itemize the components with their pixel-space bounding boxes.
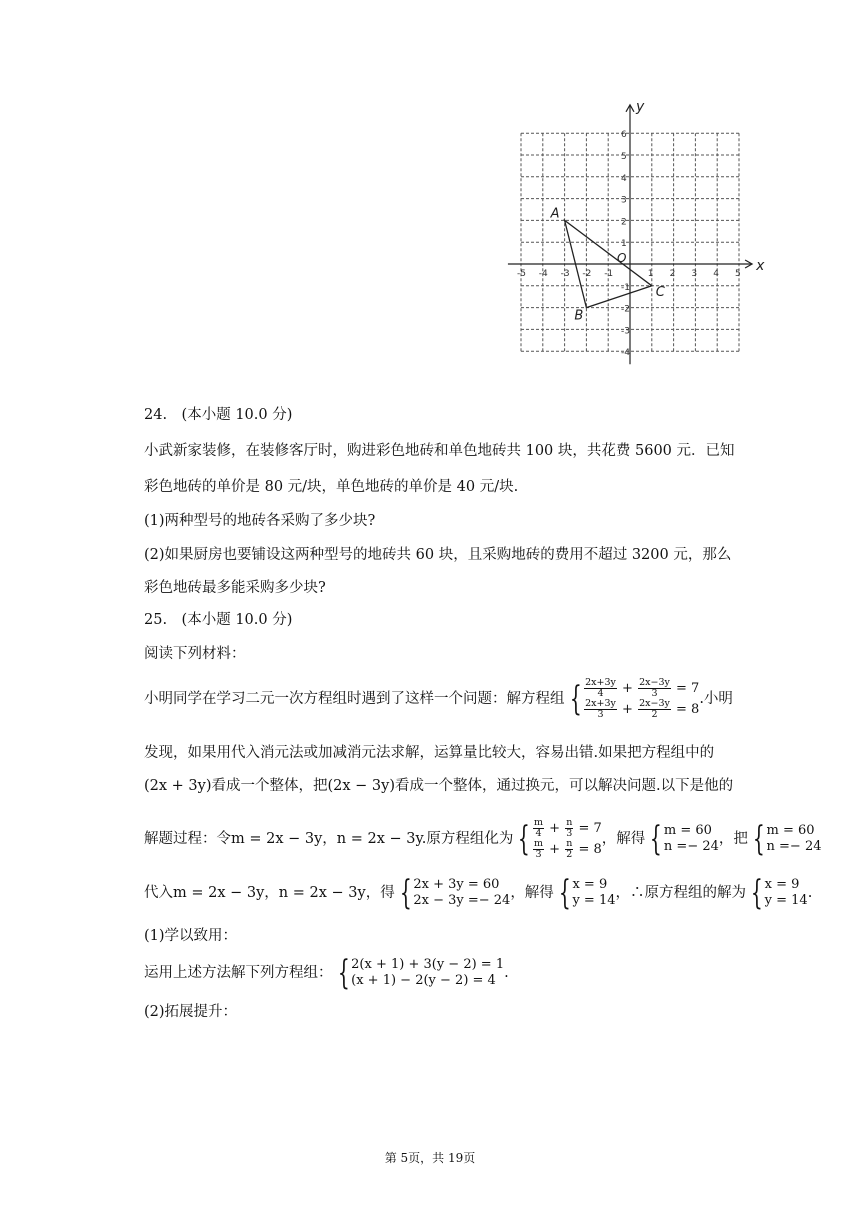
equation-system-original: { $\frac{2x+3y}{4}$ + $\frac{2x-3y}{3}$ = 7 $\frac{2x+3y}{3}$ + $\frac{2x-3y}{2}$ = 8	[569, 677, 700, 720]
x-tick-label: -3	[560, 269, 570, 279]
x-tick-label: 2	[669, 269, 676, 279]
q25-line3: (2x + 3y)看成一个整体，把(2x − 3y)看成一个整体，通过换元，可以解决问题.以下是他的	[144, 778, 734, 794]
point-label-c: C	[655, 284, 665, 300]
x-tick-label: -4	[538, 269, 548, 279]
x-tick-label: -1	[604, 269, 614, 279]
y-tick-label: -4	[621, 348, 630, 359]
y-tick-label: 1	[621, 239, 627, 250]
y-tick-label: 5	[621, 152, 627, 162]
y-tick-label: -2	[621, 304, 630, 315]
origin-label: O	[617, 251, 627, 265]
x-tick-label: -5	[517, 269, 526, 279]
equation-system-xy: { 2x + 3y = 60 2x − 3y =− 24	[399, 873, 511, 913]
q24-header: 24. (本小题 10.0 分)	[144, 407, 293, 423]
equation-system-practice: { 2(x + 1) + 3(y − 2) = 1 (x + 1) − 2(y − 2) = 4	[337, 953, 505, 993]
solution-xy: { x = 9 y = 14	[558, 873, 616, 913]
solution-final: { x = 9 y = 14	[750, 873, 808, 913]
q25-header: 25. (本小题 10.0 分)	[144, 612, 293, 628]
x-tick-label: -2	[582, 269, 592, 279]
equation-system-mn: { $\frac{m}{4}$ + $\frac{n}{3}$ = 7 $\frac{m}{3}$ + $\frac{n}{2}$ = 8	[518, 817, 602, 860]
q25-intro: 阅读下列材料：	[144, 646, 246, 662]
q25-line1: 小明同学在学习二元一次方程组时遇到了这样一个问题：解方程组 { $\frac{2x+3y}{4}$ + $\frac{2x-3y}{3}$ = 7 $\frac{2x+3y}{3}$ + $\frac{2x-3y}{2}$ = 8 .小明	[144, 677, 733, 720]
q25-line5: 代入m = 2x − 3y，n = 2x − 3y，得 { 2x + 3y = 60 2x − 3y =− 24 ，解得 { x = 9 y = 14 ，∴原方程组的解为 { x = 9 y = 14 .	[144, 873, 813, 913]
q24-sub1: (1)两种型号的地砖各采购了多少块?	[144, 513, 376, 529]
x-tick-label: 3	[691, 269, 698, 279]
q25-sub2-title: (2)拓展提升：	[144, 1004, 238, 1020]
y-tick-label: 6	[621, 130, 627, 141]
q24-sub2-line1: (2)如果厨房也要铺设这两种型号的地砖共 60 块，且采购地砖的费用不超过 3200 元，那么	[144, 547, 732, 563]
q24-paragraph-line2: 彩色地砖的单价是 80 元/块，单色地砖的单价是 40 元/块.	[144, 479, 519, 495]
x-tick-label: 5	[735, 269, 741, 279]
solution-mn: { m = 60 n =− 24	[650, 819, 719, 859]
solution-mn-repeat: { m = 60 n =− 24	[752, 819, 822, 859]
q24-sub2-line2: 彩色地砖最多能采购多少块?	[144, 580, 326, 596]
q25-line4: 解题过程：令m = 2x − 3y，n = 2x − 3y.原方程组化为 { $\frac{m}{4}$ + $\frac{n}{3}$ = 7 $\frac{m}{3}$ + $\frac{n}{2}$ = 8 ，解得 { m = 60 n =− 24 ，把 { m = 60 n =− 24	[144, 817, 822, 860]
page-footer: 第 5页，共 19页	[384, 1151, 476, 1165]
x-axis-label: x	[756, 258, 765, 274]
x-tick-label: 1	[647, 269, 654, 279]
coordinate-graph	[500, 96, 768, 368]
y-tick-label: 4	[621, 173, 627, 184]
y-axis-label: y	[636, 98, 645, 115]
x-tick-label: 4	[713, 269, 719, 279]
q25-line2: 发现，如果用代入消元法或加减消元法求解，运算量比较大，容易出错.如果把方程组中的	[144, 745, 715, 761]
q25-sub1-title: (1)学以致用：	[144, 928, 238, 944]
q25-sub1-line: 运用上述方法解下列方程组： { 2(x + 1) + 3(y − 2) = 1 (x + 1) − 2(y − 2) = 4 .	[144, 953, 509, 993]
q24-paragraph-line1: 小武新家装修，在装修客厅时，购进彩色地砖和单色地砖共 100 块，共花费 5600 元．已知	[144, 443, 735, 459]
y-tick-label: 3	[621, 195, 627, 206]
y-tick-label: -3	[621, 326, 630, 337]
point-label-b: B	[574, 308, 584, 324]
y-tick-label: -1	[621, 282, 630, 293]
y-tick-label: 2	[621, 217, 627, 228]
point-label-a: A	[550, 206, 560, 222]
